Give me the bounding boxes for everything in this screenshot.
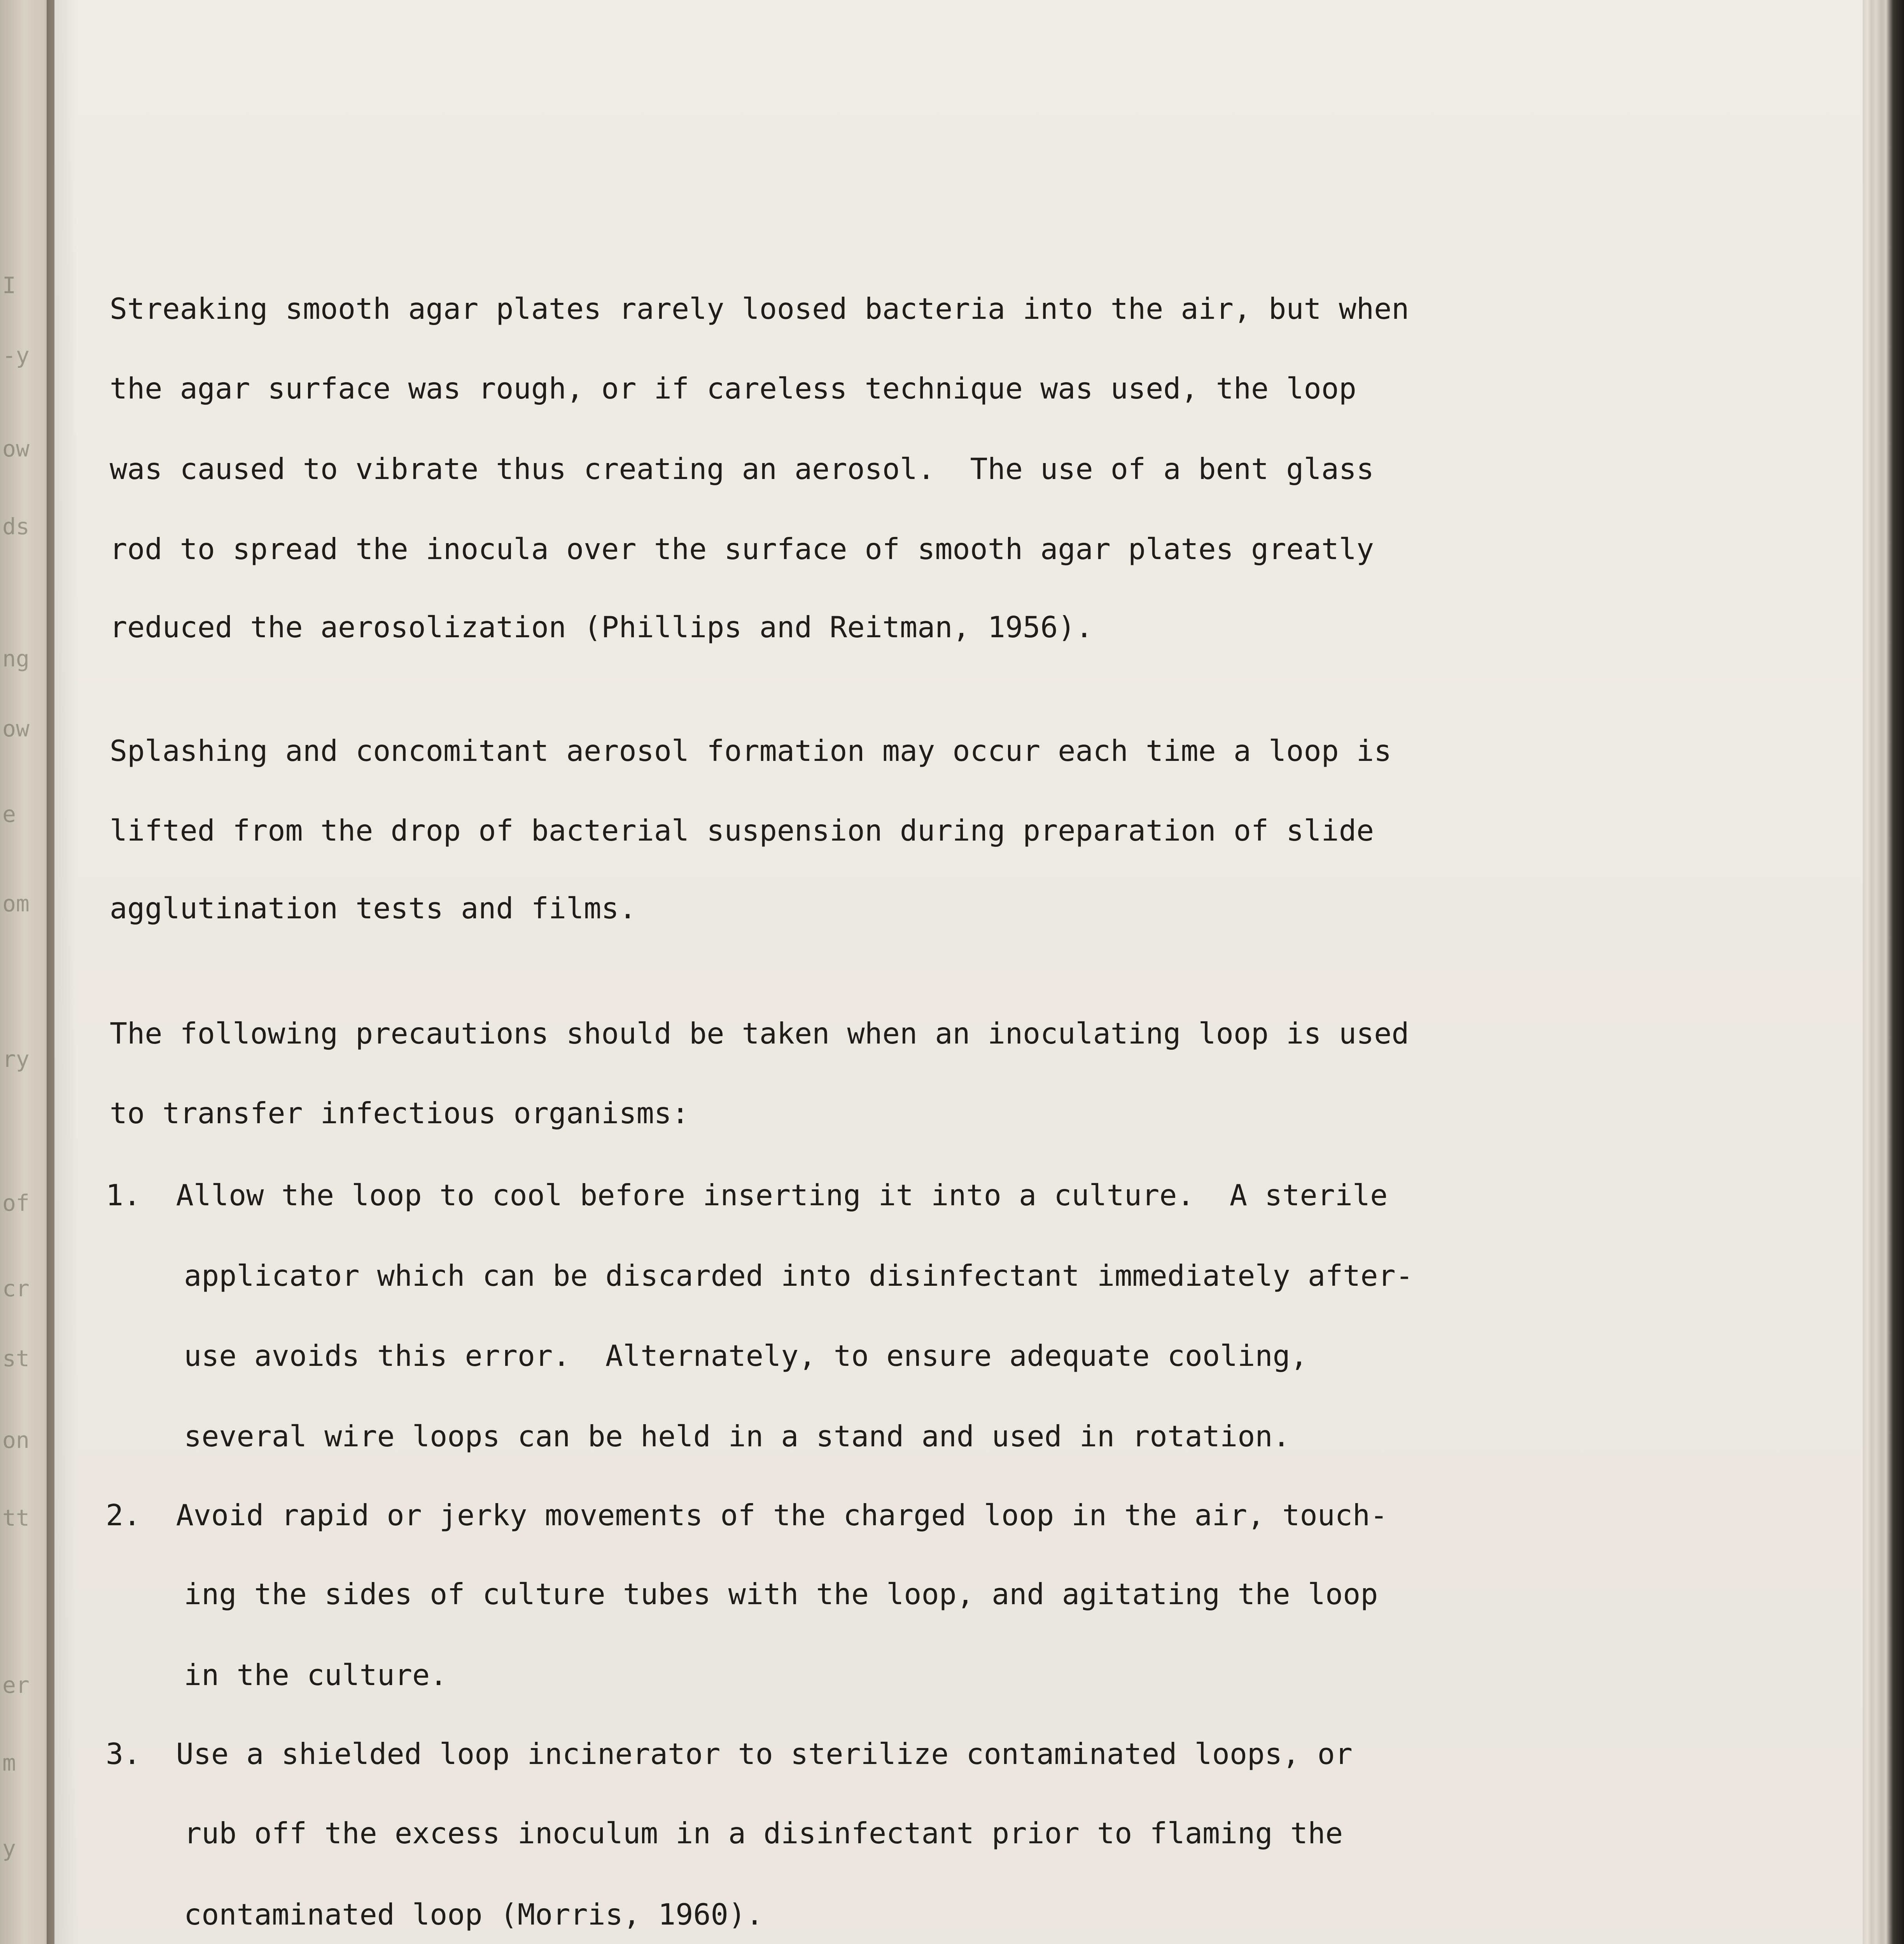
previous-page-fragment: I [2,272,16,299]
text-line: 3. Use a shielded loop incinerator to sterilize contaminated loops, or [106,1737,1353,1771]
previous-page-fragment: -y [2,342,30,369]
previous-page-fragment: er [2,1672,30,1698]
previous-page-fragment: of [2,1190,30,1216]
text-line: ing the sides of culture tubes with the loop, and agitating the loop [184,1577,1378,1611]
text-line: rod to spread the inocula over the surface of smooth agar plates greatly [110,532,1374,566]
previous-page-edge [0,0,54,1944]
previous-page-fragment: st [2,1345,30,1372]
previous-page-fragment: on [2,1427,30,1453]
text-line: rub off the excess inoculum in a disinfectant prior to flaming the [184,1816,1343,1850]
text-line: 1. Allow the loop to cool before inserting it into a culture. A sterile [106,1178,1388,1212]
previous-page-fragment: ry [2,1046,30,1072]
previous-page-fragment: ow [2,715,30,742]
text-line: in the culture. [184,1658,448,1692]
text-line: Streaking smooth agar plates rarely loosed bacteria into the air, but when [110,292,1409,326]
previous-page-fragment: m [2,1750,16,1776]
text-line: use avoids this error. Alternately, to ensure adequate cooling, [184,1339,1308,1373]
previous-page-fragment: e [2,801,16,827]
text-line: the agar surface was rough, or if careless technique was used, the loop [110,371,1356,406]
text-line: agglutination tests and films. [110,891,637,925]
text-line: The following precautions should be taken when an inoculating loop is used [110,1016,1409,1051]
text-line: lifted from the drop of bacterial suspension during preparation of slide [110,813,1374,848]
previous-page-fragment: ng [2,645,30,672]
text-line: to transfer infectious organisms: [110,1096,690,1130]
previous-page-fragment: ds [2,513,30,540]
text-line: was caused to vibrate thus creating an aerosol. The use of a bent glass [110,452,1374,486]
text-line: reduced the aerosolization (Phillips and Reitman, 1956). [110,610,1093,644]
previous-page-fragment: y [2,1835,16,1862]
previous-page-fragment: tt [2,1505,30,1531]
previous-page-fragment: ow [2,435,30,462]
text-line: several wire loops can be held in a stand and used in rotation. [184,1419,1290,1453]
page-stack-edge [1863,0,1904,1944]
previous-page-fragment: om [2,890,30,917]
text-line: 2. Avoid rapid or jerky movements of the charged loop in the air, touch- [106,1498,1388,1532]
text-line: applicator which can be discarded into disinfectant immediately after- [184,1259,1413,1293]
text-line: Splashing and concomitant aerosol formation may occur each time a loop is [110,734,1392,768]
text-line: contaminated loop (Morris, 1960). [184,1897,764,1932]
previous-page-fragment: cr [2,1275,30,1302]
